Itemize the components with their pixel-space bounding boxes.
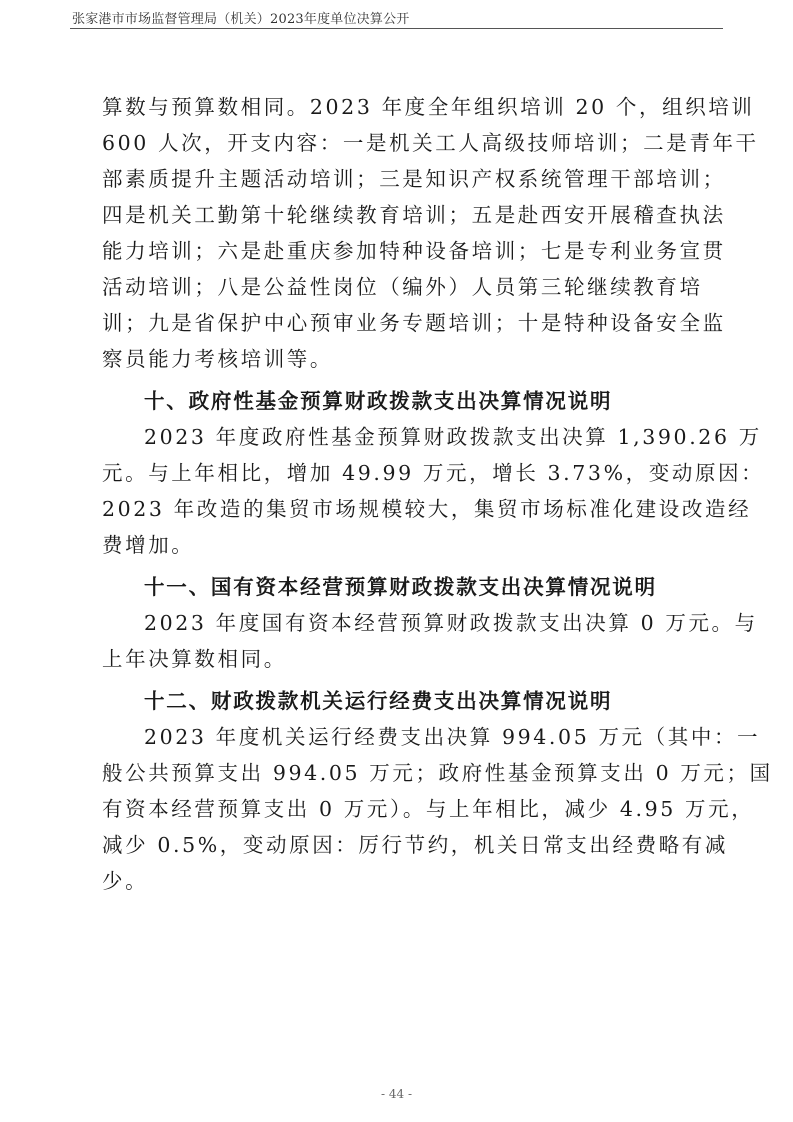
page-number: - 44 - bbox=[380, 1087, 412, 1101]
paragraph-line: 2023 年改造的集贸市场规模较大，集贸市场标准化建设改造经 bbox=[102, 497, 752, 521]
paragraph-line: 察员能力考核培训等。 bbox=[102, 347, 333, 371]
paragraph-line: 训；九是省保护中心预审业务专题培训；十是特种设备安全监 bbox=[102, 311, 726, 335]
paragraph-line: 般公共预算支出 994.05 万元；政府性基金预算支出 0 万元；国 bbox=[102, 761, 773, 785]
paragraph-line: 600 人次，开支内容：一是机关工人高级技师培训；二是青年干 bbox=[102, 131, 759, 155]
paragraph-line: 上年决算数相同。 bbox=[102, 647, 287, 671]
section-heading-12: 十二、财政拨款机关运行经费支出决算情况说明 bbox=[144, 689, 613, 713]
paragraph-line: 元。与上年相比，增加 49.99 万元，增长 3.73%，变动原因： bbox=[102, 461, 765, 485]
paragraph-line: 四是机关工勤第十轮继续教育培训；五是赴西安开展稽查执法 bbox=[102, 203, 726, 227]
section-heading-10: 十、政府性基金预算财政拨款支出决算情况说明 bbox=[144, 389, 613, 413]
paragraph-section-12 bbox=[102, 719, 773, 899]
paragraph-section-10 bbox=[102, 419, 765, 563]
section-heading-11: 十一、国有资本经营预算财政拨款支出决算情况说明 bbox=[144, 575, 657, 599]
paragraph-line: 部素质提升主题活动培训；三是知识产权系统管理干部培训； bbox=[102, 167, 726, 191]
header-divider bbox=[70, 28, 723, 29]
paragraph-line: 有资本经营预算支出 0 万元）。与上年相比，减少 4.95 万元， bbox=[102, 797, 755, 821]
paragraph-line: 2023 年度机关运行经费支出决算 994.05 万元（其中：一 bbox=[144, 725, 761, 749]
paragraph-line: 减少 0.5%，变动原因：厉行节约，机关日常支出经费略有减 bbox=[102, 833, 728, 857]
paragraph-line: 2023 年度政府性基金预算财政拨款支出决算 1,390.26 万 bbox=[144, 425, 762, 449]
paragraph-section-11 bbox=[102, 605, 758, 677]
paragraph-line: 2023 年度国有资本经营预算财政拨款支出决算 0 万元。与 bbox=[144, 611, 758, 635]
paragraph-line: 能力培训；六是赴重庆参加特种设备培训；七是专利业务宣贯 bbox=[102, 239, 726, 263]
document-body bbox=[102, 89, 773, 899]
paragraph-line: 算数与预算数相同。2023 年度全年组织培训 20 个，组织培训 bbox=[102, 95, 755, 119]
paragraph-line: 费增加。 bbox=[102, 533, 195, 557]
page-header-title: 张家港市市场监督管理局（机关）2023年度单位决算公开 bbox=[72, 12, 410, 27]
paragraph-training bbox=[102, 89, 759, 377]
paragraph-line: 活动培训；八是公益性岗位（编外）人员第三轮继续教育培 bbox=[102, 275, 703, 299]
paragraph-line: 少。 bbox=[102, 869, 149, 893]
